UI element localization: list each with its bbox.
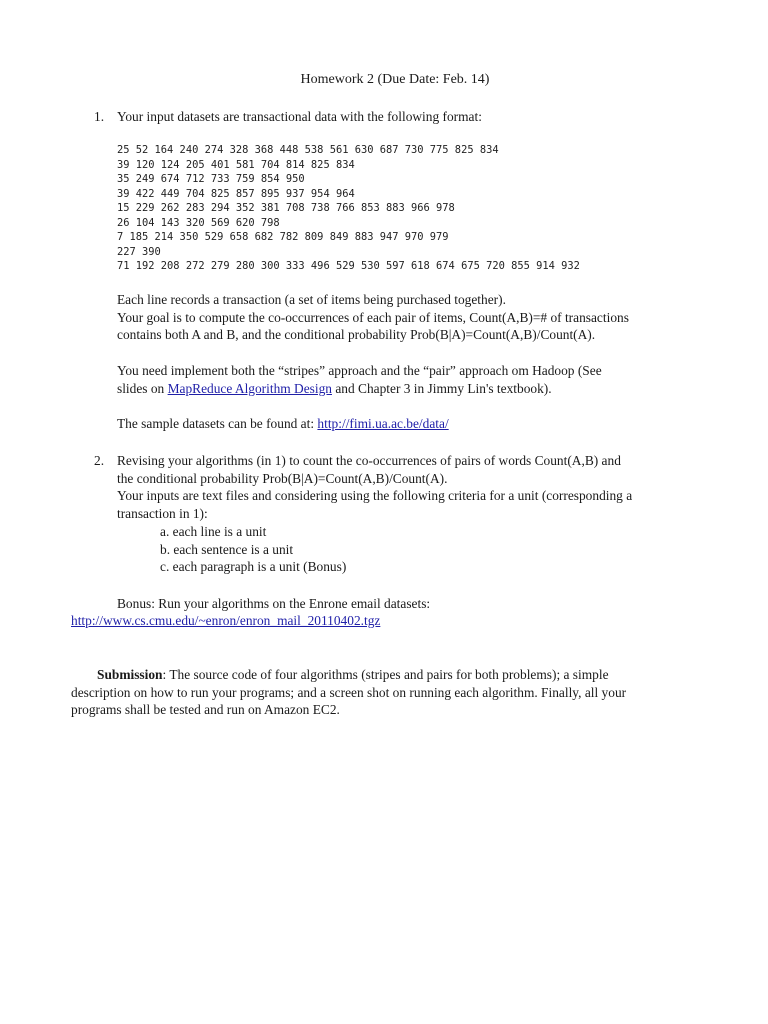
list-item: a. each line is a unit: [160, 524, 267, 539]
paragraph-line: transaction in 1):: [117, 505, 208, 521]
paragraph-line: programs shall be tested and run on Amazon EC2.: [71, 702, 340, 717]
paragraph-line: description on how to run your programs; and a screen shot on running each algorithm. Finally, all your: [71, 684, 627, 700]
paragraph-line: Revising your algorithms (in 1) to count the co-occurrences of pairs of words Count(A,B) and: [117, 453, 621, 468]
enron-dataset-link-line: [71, 612, 380, 630]
fimi-datasets-link[interactable]: http://fimi.ua.ac.be/data/: [317, 416, 449, 431]
paragraph-line: contains both A and B, and the conditional probability Prob(B|A)=Count(A,B)/Count(A).: [117, 327, 596, 342]
item-2-paragraph: [117, 452, 717, 522]
item-1-paragraph-2: [117, 362, 717, 397]
submission-paragraph: [71, 666, 751, 719]
bonus-text: Bonus: Run your algorithms on the Enrone email datasets:: [117, 596, 431, 611]
text-span: slides on: [117, 380, 168, 396]
submission-label: Submission: [97, 667, 163, 682]
paragraph-line: Your goal is to compute the co-occurrences of each pair of items, Count(A,B)=# of transactions: [117, 309, 629, 325]
paragraph-line: the conditional probability Prob(B|A)=Count(A,B)/Count(A).: [117, 470, 448, 486]
paragraph-line: [117, 380, 717, 398]
paragraph-line: [71, 666, 751, 684]
data-line: 71 192 208 272 279 280 300 333 496 529 530 597 618 674 675 720 855 914 932: [117, 260, 580, 272]
data-line: 39 120 124 205 401 581 704 814 825 834: [117, 158, 355, 171]
item-2-number: 2.: [94, 453, 105, 468]
text-span: : The source code of four algorithms (stripes and pairs for both problems); a simple: [162, 667, 609, 682]
item-1-number: 1.: [94, 109, 105, 124]
data-line: 35 249 674 712 733 759 854 950: [117, 173, 305, 185]
enron-dataset-link[interactable]: http://www.cs.cmu.edu/~enron/enron_mail_20110402.tgz: [71, 613, 381, 628]
text-span: The sample datasets can be found at:: [117, 416, 318, 431]
list-item: c. each paragraph is a unit (Bonus): [160, 559, 347, 574]
unit-criteria-list: [160, 523, 346, 576]
data-line: 25 52 164 240 274 328 368 448 538 561 630 687 730 775 825 834: [117, 144, 499, 156]
data-line: 39 422 449 704 825 857 895 937 954 964: [117, 187, 355, 200]
text-span: and Chapter 3 in Jimmy Lin's textbook).: [331, 380, 552, 396]
data-line: 15 229 262 283 294 352 381 708 738 766 853 883 966 978: [117, 202, 455, 214]
data-line: 26 104 143 320 569 620 798: [117, 216, 280, 229]
item-1-paragraph-1: [117, 291, 717, 344]
paragraph-line: Each line records a transaction (a set of items being purchased together).: [117, 292, 506, 307]
paragraph-line: You need implement both the “stripes” approach and the “pair” approach om Hadoop (See: [117, 363, 602, 378]
mapreduce-slides-link[interactable]: MapReduce Algorithm Design: [167, 380, 332, 396]
list-item: b. each sentence is a unit: [160, 541, 294, 557]
transaction-data-block: [117, 143, 717, 274]
paragraph-line: Your inputs are text files and considering using the following criteria for a unit (corresponding a: [117, 488, 633, 503]
item-1-intro: Your input datasets are transactional data with the following format:: [117, 109, 482, 124]
page-title: Homework 2 (Due Date: Feb. 14): [300, 72, 490, 87]
sample-datasets-line: [117, 415, 717, 433]
data-line: 7 185 214 350 529 658 682 782 809 849 883 947 970 979: [117, 231, 449, 243]
data-line: 227 390: [117, 245, 161, 258]
